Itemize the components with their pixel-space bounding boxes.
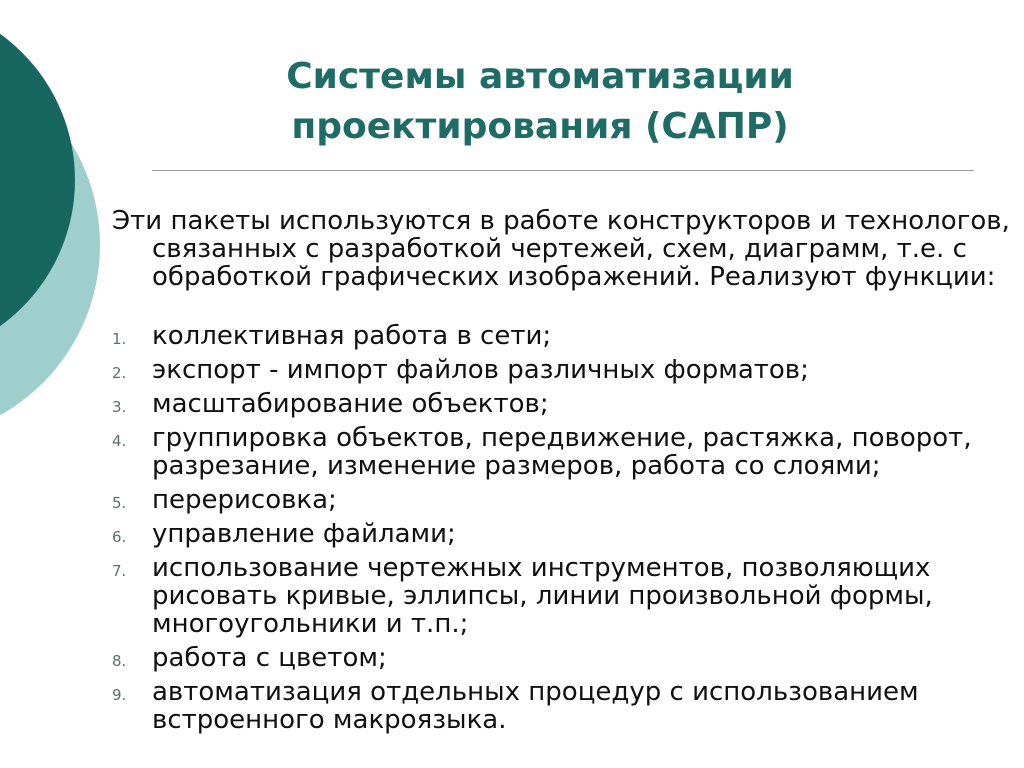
slide-title (160, 52, 920, 152)
functions-list (112, 322, 1002, 740)
list-item-number: 3. (112, 398, 127, 416)
list-item-number: 5. (112, 494, 127, 512)
list-item-text: работа с цветом; (152, 643, 387, 673)
list-item (112, 554, 1002, 638)
title-line-1: Системы автоматизации (286, 56, 794, 97)
list-item (112, 424, 1002, 480)
list-item-number: 2. (112, 364, 127, 382)
list-item-text: управление файлами; (152, 519, 456, 549)
list-item (112, 644, 1002, 672)
list-item-number: 7. (112, 562, 127, 580)
list-item-number: 4. (112, 432, 127, 450)
list-item (112, 356, 1002, 384)
list-item-text: масштабирование объектов; (152, 389, 549, 419)
title-divider (152, 170, 974, 171)
list-item-text: группировка объектов, передвижение, растяжка, поворот, разрезание, изменение размеров, работа со слоями; (152, 423, 972, 481)
list-item-number: 6. (112, 528, 127, 546)
list-item-text: перерисовка; (152, 485, 337, 515)
list-item (112, 390, 1002, 418)
intro-paragraph: Эти пакеты используются в работе конструкторов и технологов, связанных с разработкой чертежей, схем, диаграмм, т.е. с обработкой графических изображений. Реализуют функции: (112, 206, 1010, 292)
list-item-text: автоматизация отдельных процедур с использованием встроенного макроязыка. (152, 677, 919, 735)
list-item (112, 678, 1002, 734)
list-item (112, 520, 1002, 548)
list-item-number: 8. (112, 652, 127, 670)
list-item-text: экспорт - импорт файлов различных форматов; (152, 355, 809, 385)
list-item-text: коллективная работа в сети; (152, 321, 552, 351)
list-item-number: 9. (112, 686, 127, 704)
list-item-text: использование чертежных инструментов, позволяющих рисовать кривые, эллипсы, линии произвольной формы, многоугольники и т.п.; (152, 553, 933, 639)
list-item (112, 322, 1002, 350)
title-line-2: проектирования (САПР) (291, 106, 789, 147)
list-item-number: 1. (112, 330, 127, 348)
list-item (112, 486, 1002, 514)
